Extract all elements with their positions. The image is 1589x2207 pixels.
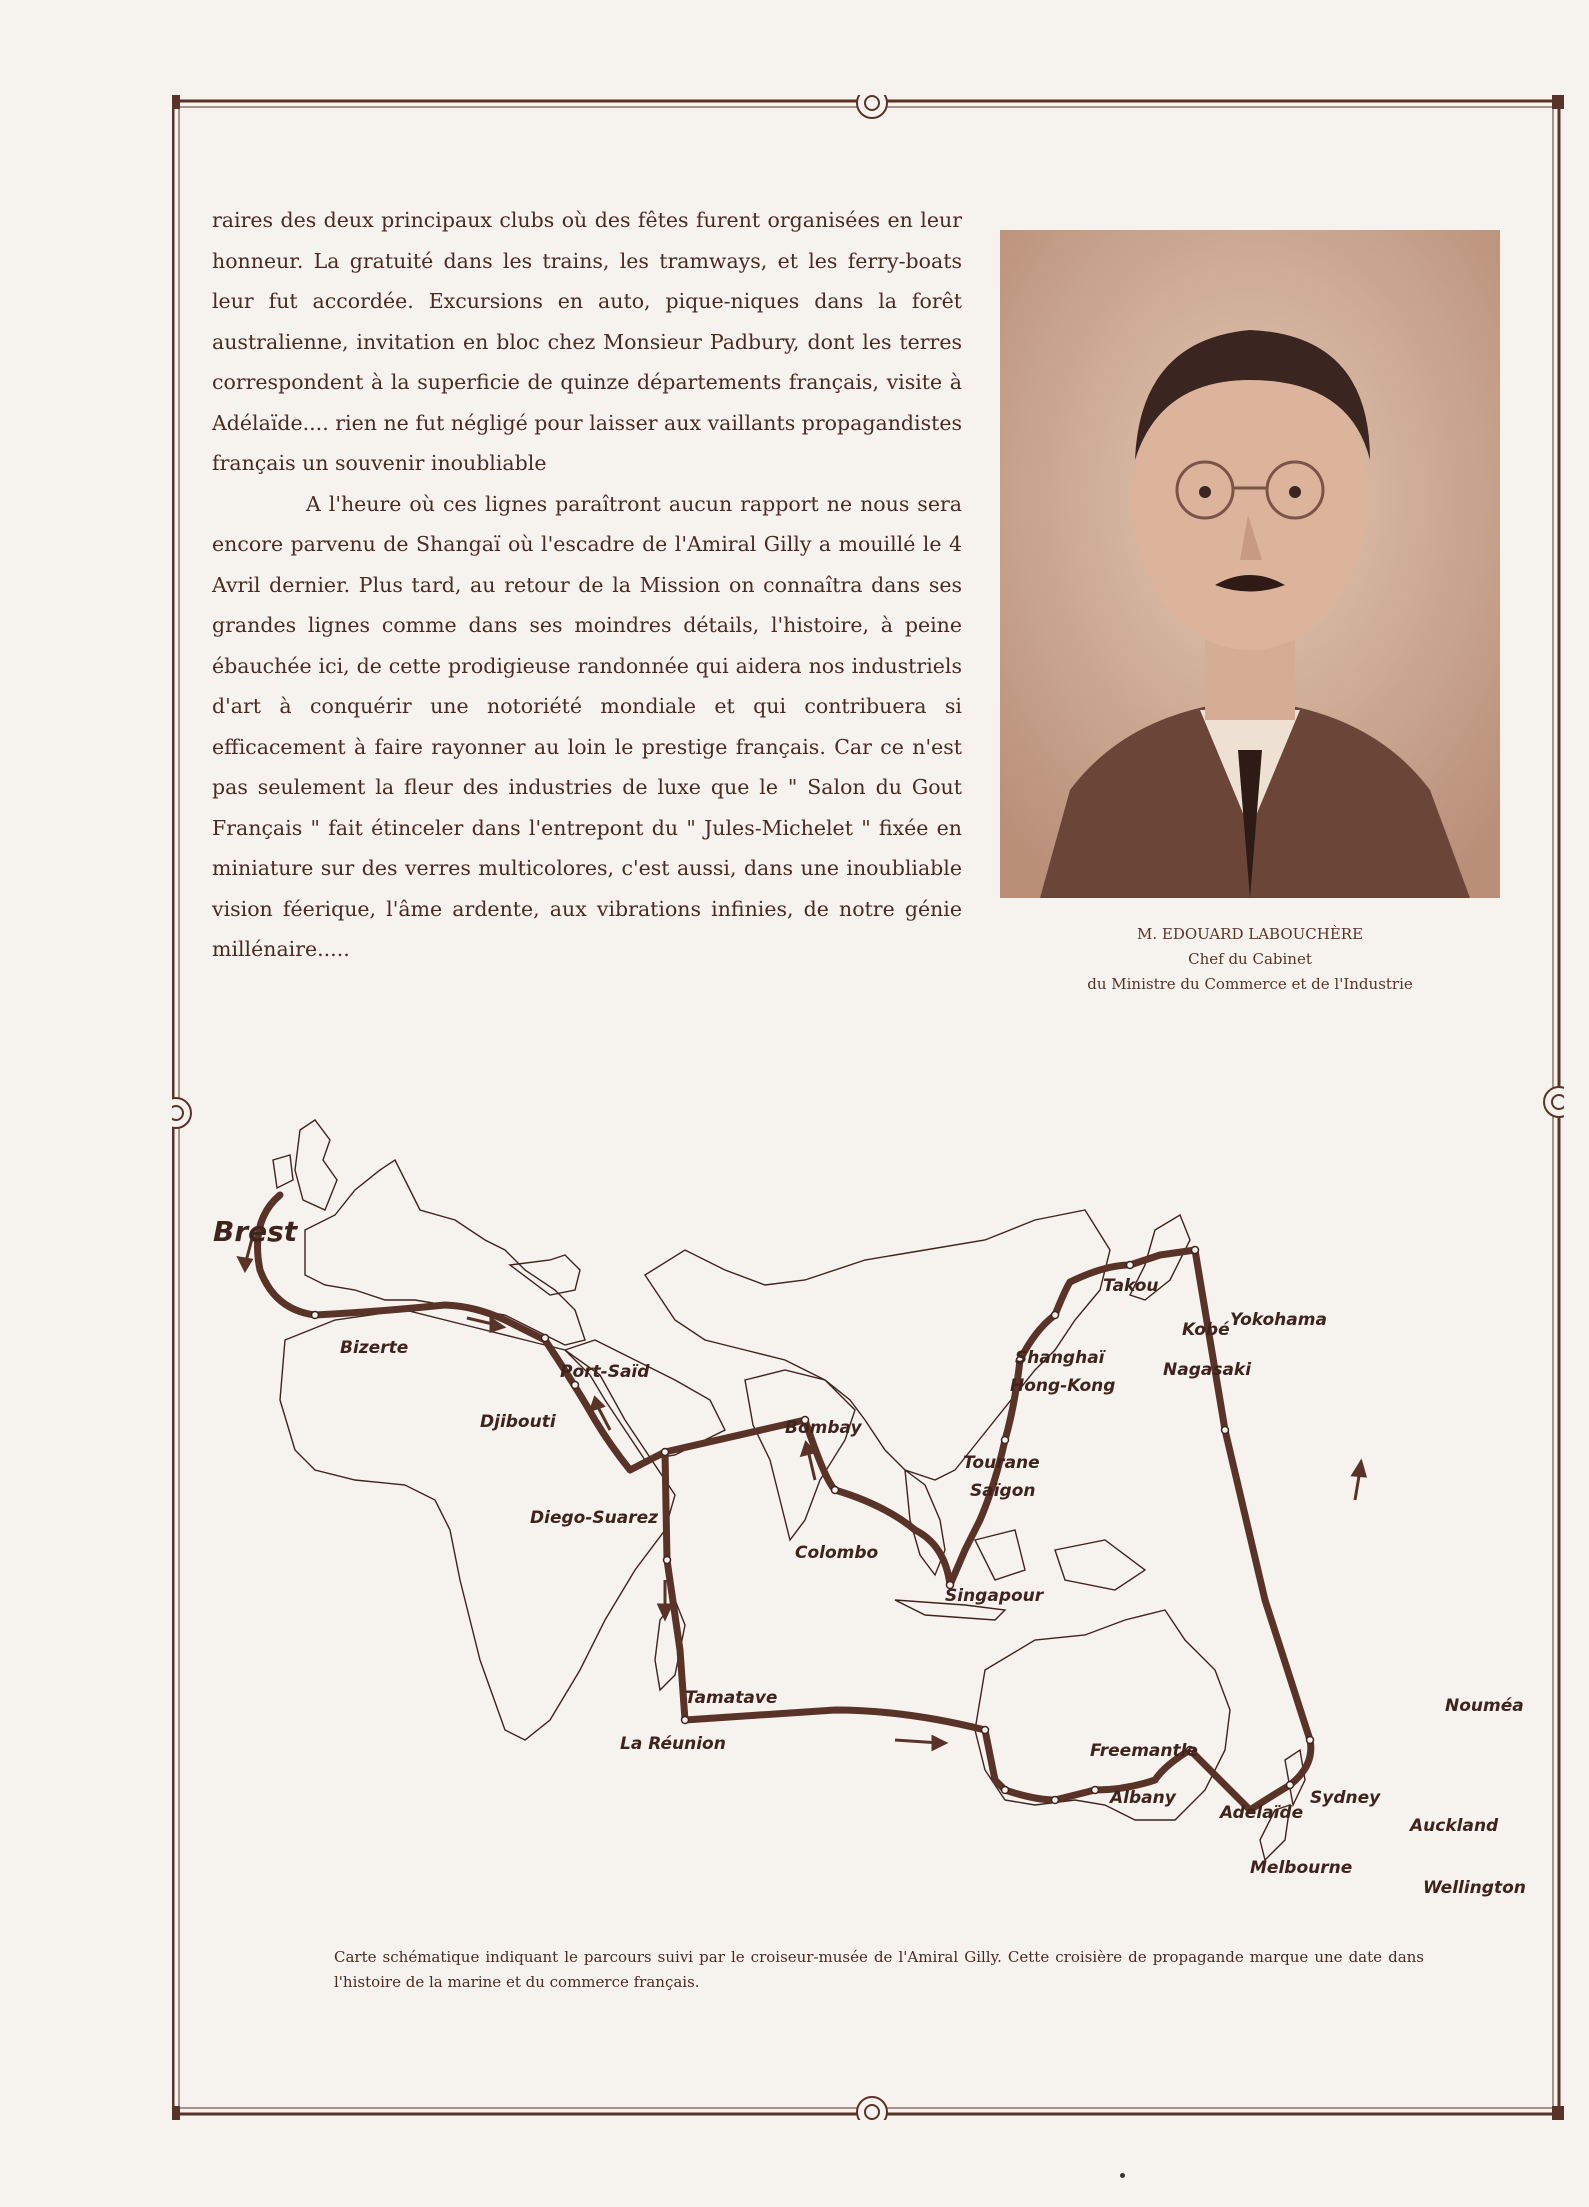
port-label-albany: Albany (1110, 1788, 1176, 1808)
port-label-takou: Takou (1103, 1276, 1159, 1296)
portrait-photo (1000, 230, 1500, 898)
port-label-yokohama: Yokohama (1230, 1310, 1327, 1330)
portrait-name: M. EDOUARD LABOUCHÈRE (1136, 925, 1364, 943)
article-text (212, 200, 962, 970)
route-map (205, 1100, 1545, 1910)
portrait-ministry: du Ministre du Commerce et de l'Industrie (1087, 975, 1413, 993)
port-label-diego-suarez: Diego-Suarez (530, 1508, 658, 1528)
paragraph-1: raires des deux principaux clubs où des fêtes furent organisées en leur honneur. La gratuité dans les trains, les tramways, et les ferry-boats leur fut accordée. Excursions en auto, pique-niques dans la forêt australienne, invitation en bloc chez Monsieur Padbury, dont les terres correspondent à la superficie de quinze départements français, visite à Adélaïde.... rien ne fut négligé pour laisser aux vaillants propagandistes français un souvenir inoubliable (212, 208, 962, 475)
port-markers (312, 1247, 1314, 1804)
port-label-brest: Brest (213, 1215, 298, 1248)
portrait-image (1000, 230, 1500, 898)
port-label-bizerte: Bizerte (340, 1338, 409, 1358)
port-label-djibouti: Djibouti (480, 1412, 556, 1432)
port-label-shanghai: Shanghaï (1015, 1348, 1105, 1368)
port-label-singapour: Singapour (945, 1586, 1044, 1606)
port-label-hong-kong: Hong-Kong (1010, 1376, 1116, 1396)
port-label-auckland: Auckland (1410, 1816, 1499, 1836)
port-label-sydney: Sydney (1310, 1788, 1381, 1808)
portrait-caption (1000, 922, 1500, 997)
paragraph-2: A l'heure où ces lignes paraîtront aucun rapport ne nous sera encore parvenu de Shangaï où l'escadre de l'Amiral Gilly a mouillé le 4 Avril dernier. Plus tard, au retour de la Mission on connaîtra dans ses grandes lignes comme dans ses moindres détails, l'histoire, à peine ébauchée ici, de cette prodigieuse randonnée qui aidera nos industriels d'art à conquérir une notoriété mondiale et qui contribuera si efficacement à faire rayonner au loin le prestige français. Car ce n'est pas seulement la fleur des industries de luxe que le " Salon du Gout Français " fait étinceler dans l'entrepont du " Jules-Michelet " fixée en miniature sur des verres multicolores, c'est aussi, dans une inoubliable vision féerique, l'âme ardente, aux vibrations infinies, de notre génie millénaire..... (212, 491, 962, 961)
port-label-nagasaki: Nagasaki (1163, 1360, 1252, 1380)
port-label-port-said: Port-Saïd (560, 1362, 650, 1382)
port-label-noumea: Nouméa (1445, 1696, 1524, 1716)
port-label-colombo: Colombo (795, 1543, 879, 1563)
port-label-kobe: Kobé (1182, 1320, 1230, 1340)
port-label-saigon: Saïgon (970, 1481, 1036, 1501)
port-label-tourane: Tourane (963, 1453, 1040, 1473)
portrait-title: Chef du Cabinet (1188, 950, 1312, 968)
page-speck (1120, 2173, 1125, 2178)
port-label-bombay: Bombay (785, 1418, 862, 1438)
map-caption: Carte schématique indiquant le parcours suivi par le croiseur-musée de l'Amiral Gilly. Cette croisière de propagande marque une date dans l'histoire de la marine et du commerce français. (334, 1948, 1424, 1991)
port-label-la-reunion: La Réunion (620, 1734, 726, 1754)
port-label-melbourne: Melbourne (1250, 1858, 1353, 1878)
port-label-adelaide: Adelaïde (1220, 1803, 1304, 1823)
direction-arrows (239, 1235, 1365, 1749)
port-label-tamatave: Tamatave (685, 1688, 778, 1708)
port-label-wellington: Wellington (1423, 1878, 1526, 1898)
port-label-freemantle: Freemantle (1090, 1741, 1198, 1761)
